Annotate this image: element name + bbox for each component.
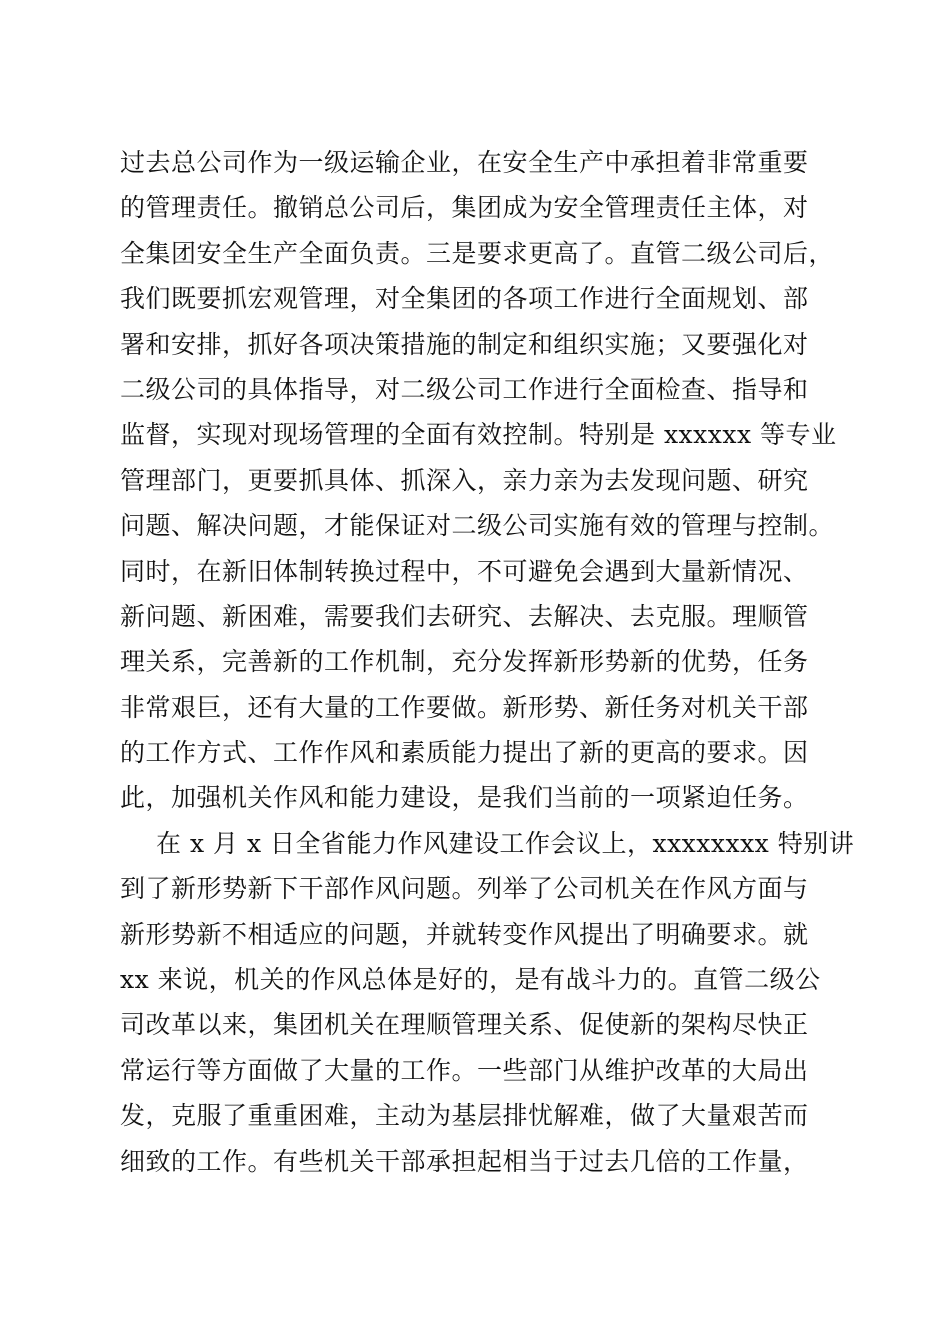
text-line: 同时，在新旧体制转换过程中，不可避免会遇到大量新情况、: [120, 556, 809, 586]
text-line: 署和安排，抓好各项决策措施的制定和组织实施；又要强化对: [120, 329, 809, 359]
text-line: xx 来说，机关的作风总体是好的，是有战斗力的。直管二级公: [120, 965, 821, 995]
text-line: 此，加强机关作风和能力建设，是我们当前的一项紧迫任务。: [120, 783, 809, 813]
text-line: 过去总公司作为一级运输企业，在安全生产中承担着非常重要: [120, 148, 809, 177]
text-line: 的管理责任。撤销总公司后，集团成为安全管理责任主体，对: [120, 193, 809, 223]
text-line: 问题、解决问题，才能保证对二级公司实施有效的管理与控制。: [120, 511, 835, 541]
document-body: [120, 140, 855, 1184]
paragraph-1: [120, 140, 840, 821]
text-line: 理关系，完善新的工作机制，充分发挥新形势新的优势，任务: [120, 647, 809, 677]
text-line: 监督，实现对现场管理的全面有效控制。特别是 xxxxxx 等专业: [120, 420, 837, 450]
text-line: 在 x 月 x 日全省能力作风建设工作会议上，xxxxxxxx 特别讲: [156, 828, 855, 858]
text-line: 非常艰巨，还有大量的工作要做。新形势、新任务对机关干部: [120, 692, 809, 722]
text-line: 新问题、新困难，需要我们去研究、去解决、去克服。理顺管: [120, 601, 809, 631]
text-line: 发，克服了重重困难，主动为基层排忧解难，做了大量艰苦而: [120, 1101, 809, 1131]
text-line: 二级公司的具体指导，对二级公司工作进行全面检查、指导和: [120, 374, 809, 404]
text-line: 全集团安全生产全面负责。三是要求更高了。直管二级公司后，: [120, 238, 835, 268]
text-line: 管理部门，更要抓具体、抓深入，亲力亲为去发现问题、研究: [120, 465, 809, 495]
text-line: 我们既要抓宏观管理，对全集团的各项工作进行全面规划、部: [120, 284, 809, 314]
text-line: 常运行等方面做了大量的工作。一些部门从维护改革的大局出: [120, 1055, 809, 1085]
paragraph-2: [120, 821, 855, 1184]
text-line: 新形势新不相适应的问题，并就转变作风提出了明确要求。就: [120, 919, 809, 949]
text-line: 细致的工作。有些机关干部承担起相当于过去几倍的工作量，: [120, 1146, 809, 1176]
text-line: 的工作方式、工作作风和素质能力提出了新的更高的要求。因: [120, 738, 809, 768]
text-line: 司改革以来，集团机关在理顺管理关系、促使新的架构尽快正: [120, 1010, 809, 1040]
text-line: 到了新形势新下干部作风问题。列举了公司机关在作风方面与: [120, 874, 809, 904]
